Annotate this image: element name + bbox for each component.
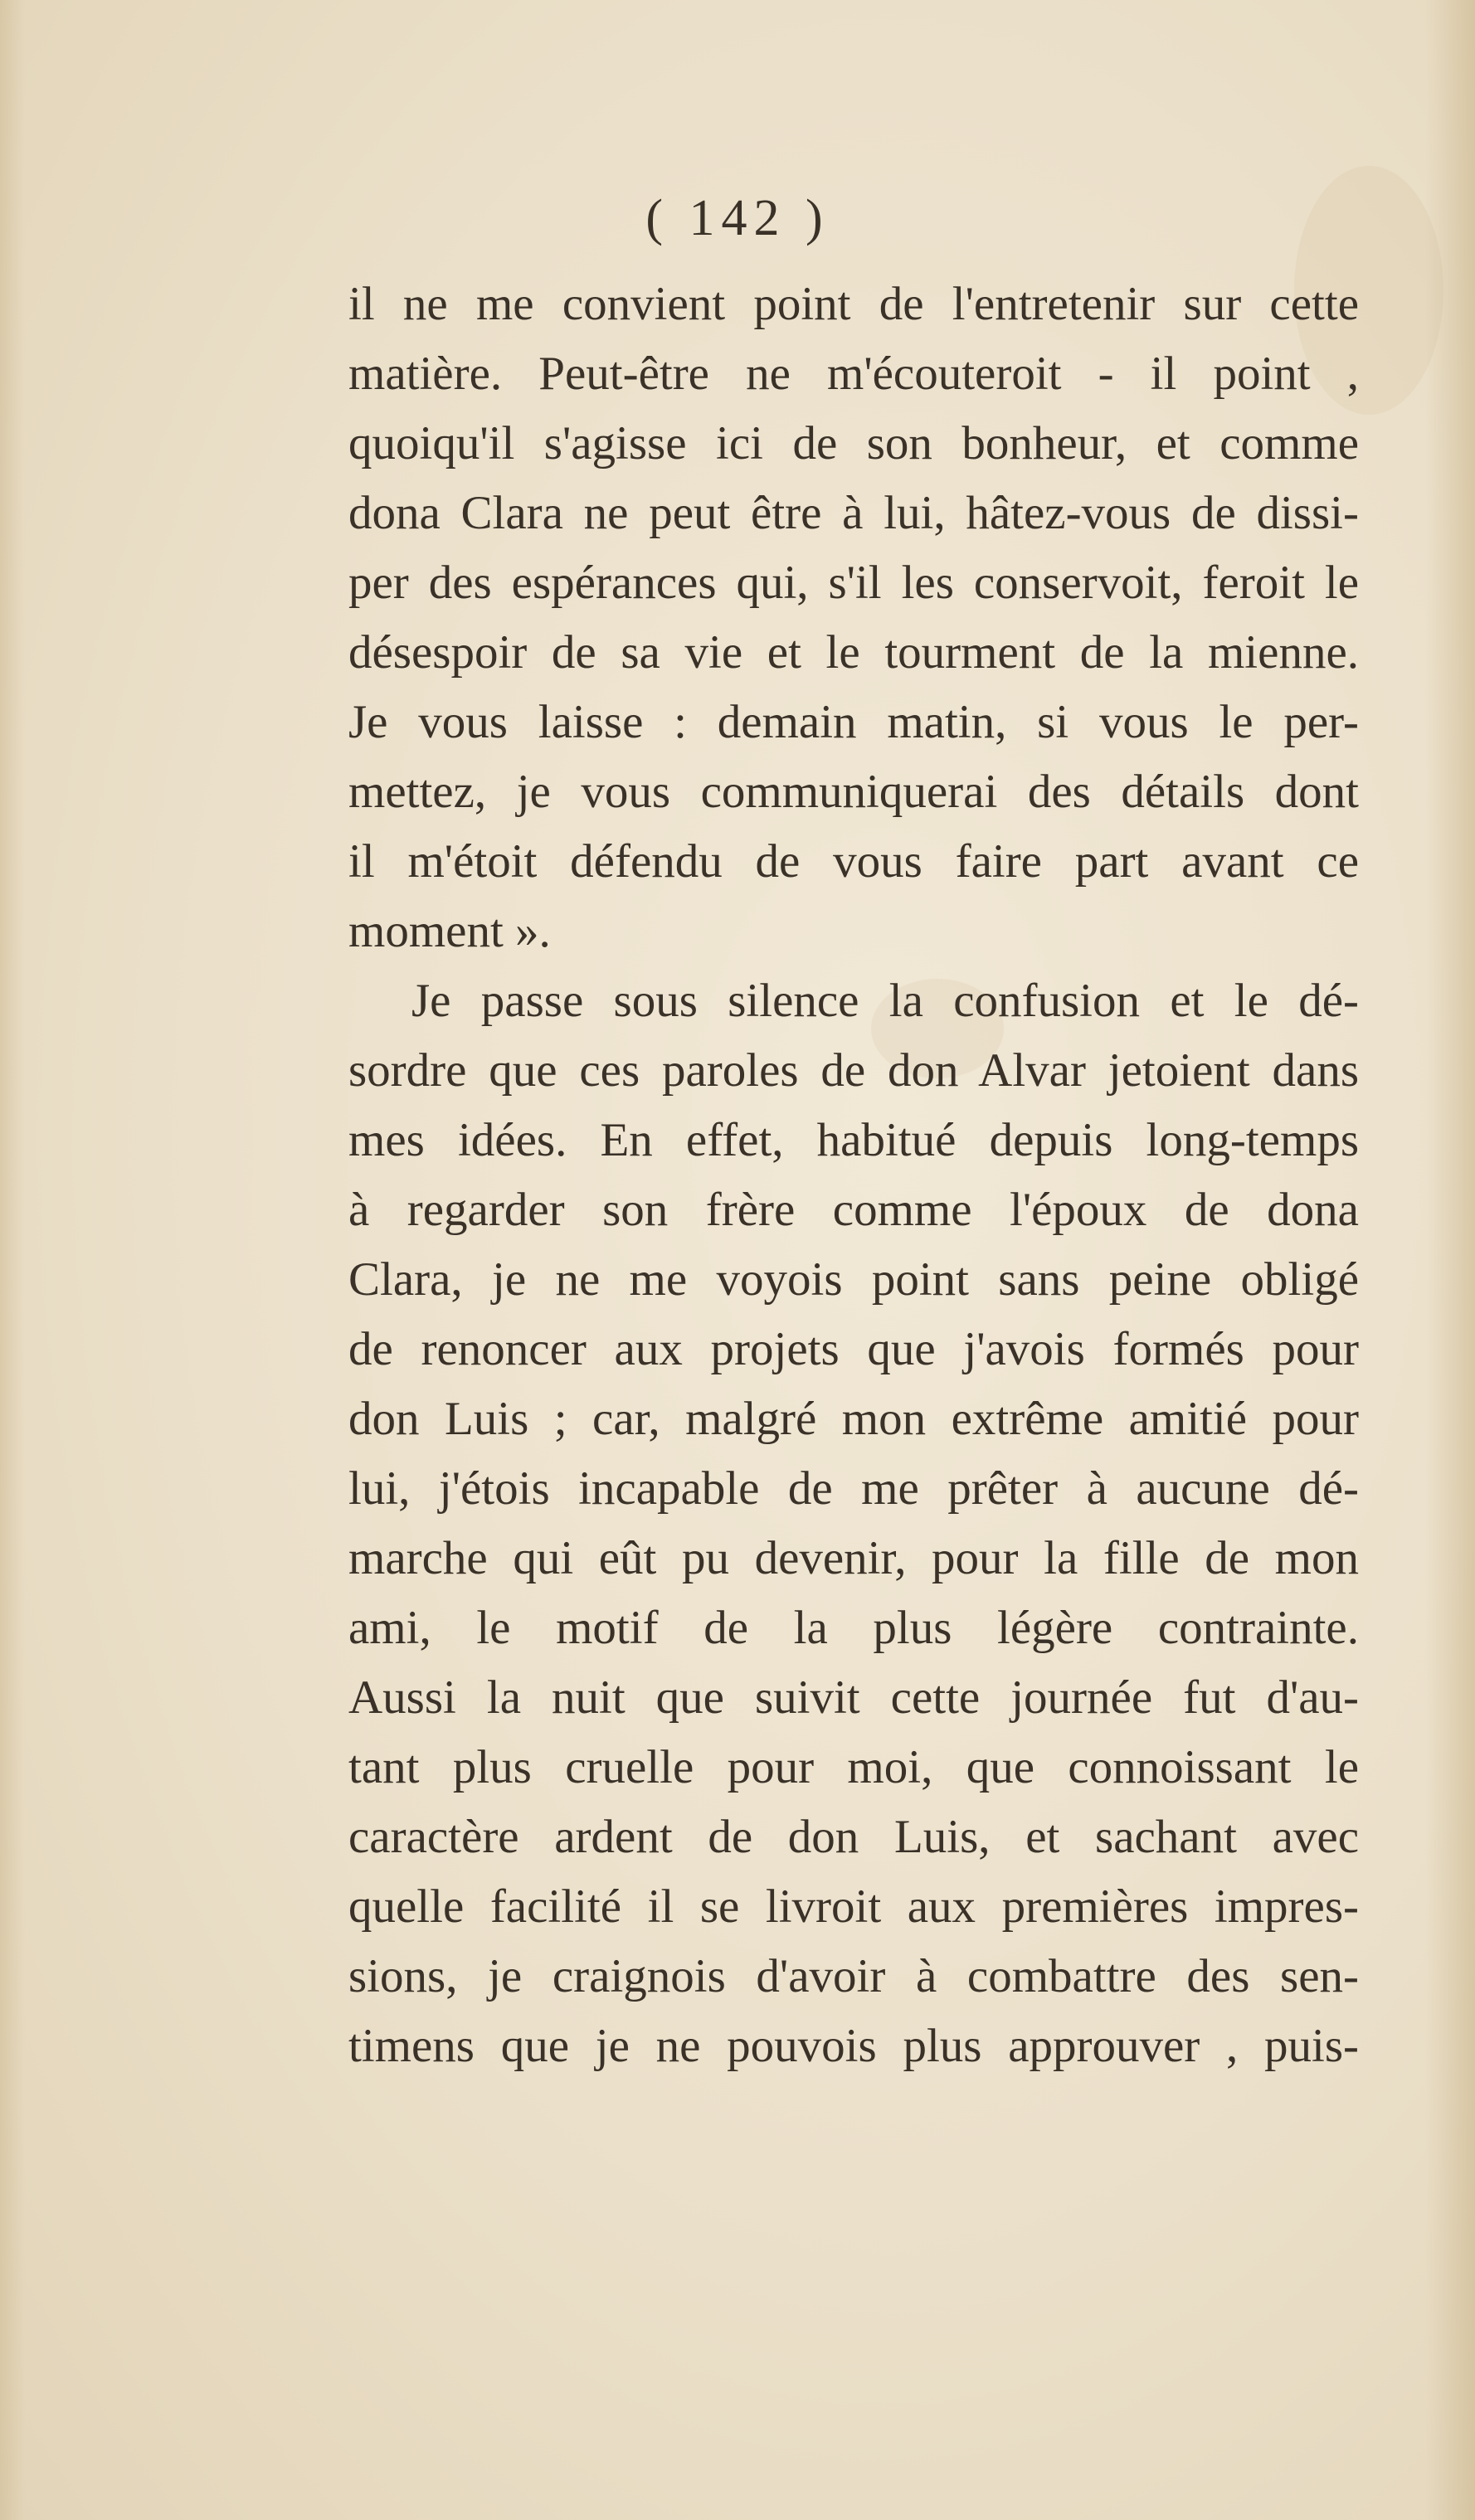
text-line: sions, je craignois d'avoir à combattre des sen- [348, 1950, 1359, 2002]
text-line: mes idées. En effet, habitué depuis long-temps [348, 1114, 1359, 1166]
text-line: sordre que ces paroles de don Alvar jetoient dans [348, 1044, 1359, 1097]
paragraph-start-line: Je passe sous silence la confusion et le dé- [411, 975, 1359, 1027]
page-right-edge [1425, 0, 1475, 2520]
body-text [348, 270, 1359, 2081]
text-line: timens que je ne pouvois plus approuver , puis- [348, 2020, 1359, 2072]
text-line: matière. Peut-être ne m'écouteroit - il point , [348, 348, 1359, 400]
text-line: de renoncer aux projets que j'avois formés pour [348, 1323, 1359, 1375]
text-line: moment ». [348, 905, 551, 957]
text-line: don Luis ; car, malgré mon extrême amitié pour [348, 1393, 1359, 1445]
text-line: Clara, je ne me voyois point sans peine obligé [348, 1253, 1359, 1306]
text-line: Je vous laisse : demain matin, si vous le per- [348, 696, 1359, 748]
text-line: caractère ardent de don Luis, et sachant avec [348, 1811, 1359, 1863]
text-line: dona Clara ne peut être à lui, hâtez-vous de dissi- [348, 487, 1359, 539]
text-line: désespoir de sa vie et le tourment de la mienne. [348, 626, 1359, 679]
text-line: quelle facilité il se livroit aux premières impres- [348, 1880, 1359, 1933]
text-line: Aussi la nuit que suivit cette journée fut d'au- [348, 1671, 1359, 1724]
text-line: quoiqu'il s'agisse ici de son bonheur, et comme [348, 417, 1359, 469]
text-line: marche qui eût pu devenir, pour la fille de mon [348, 1532, 1359, 1584]
text-line: à regarder son frère comme l'époux de dona [348, 1184, 1359, 1236]
page-left-edge [0, 0, 25, 2520]
text-line: tant plus cruelle pour moi, que connoissant le [348, 1741, 1359, 1793]
text-line: lui, j'étois incapable de me prêter à aucune dé- [348, 1462, 1359, 1515]
text-line: mettez, je vous communiquerai des détails dont [348, 766, 1359, 818]
page-number-header: ( 142 ) [645, 190, 830, 246]
text-line: il m'étoit défendu de vous faire part avant ce [348, 835, 1359, 888]
text-line: il ne me convient point de l'entretenir sur cette [348, 278, 1359, 330]
text-line: ami, le motif de la plus légère contrainte. [348, 1602, 1359, 1654]
text-line: per des espérances qui, s'il les conservoit, feroit le [348, 557, 1359, 609]
